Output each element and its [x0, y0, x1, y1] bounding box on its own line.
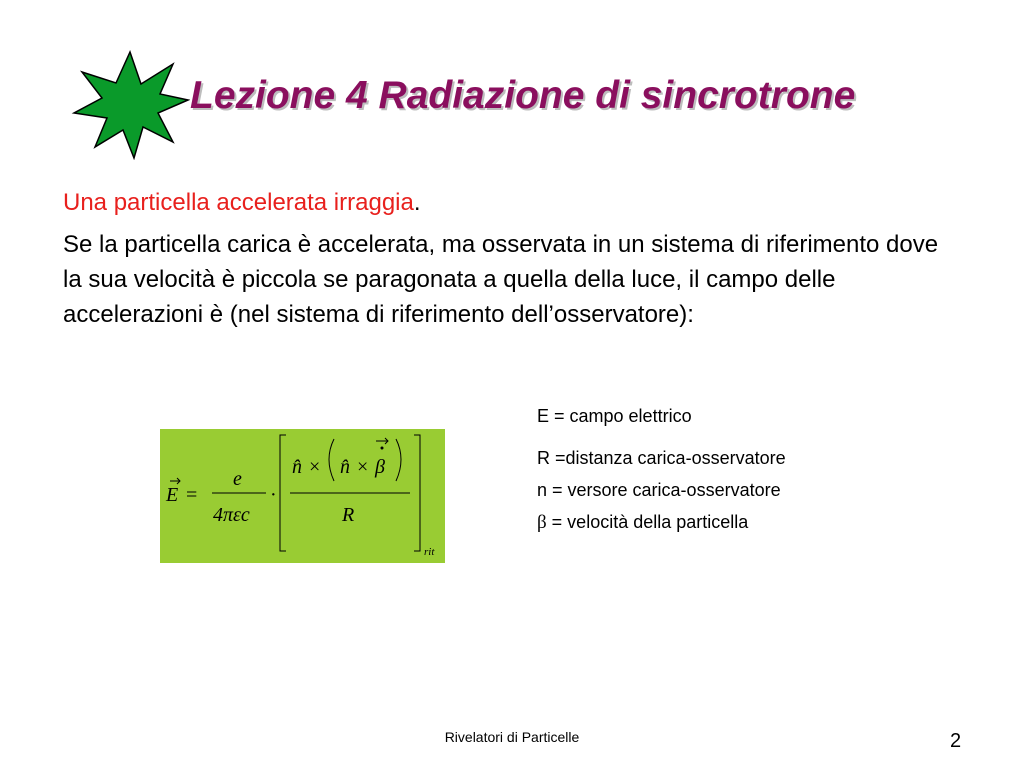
formula-numerator: e [233, 468, 242, 490]
formula-times-2: × [357, 456, 369, 478]
lead-highlight: Una particella accelerata irraggia [63, 189, 414, 216]
legend-beta-symbol: β [537, 512, 547, 533]
lead-sentence [63, 188, 421, 218]
formula-box [160, 429, 445, 563]
slide-title: Lezione 4 Radiazione di sincrotrone [190, 74, 856, 117]
formula-subscript: rit [424, 546, 435, 558]
formula-n-hat-2: n̂ [340, 456, 350, 478]
formula-n-hat-1: n̂ [292, 456, 302, 478]
formula-lhs: E [166, 484, 179, 506]
formula-denominator: 4πεc [213, 504, 250, 526]
formula-equals: = [186, 484, 198, 506]
lead-period: . [413, 189, 421, 216]
body-paragraph: Se la particella carica è accelerata, ma osservata in un sistema di riferimento dove la sua velocità è piccola se paragonata a quella della luce, il campo delle accelerazioni è (nel sistema di riferimento dell’osservatore): [63, 231, 939, 328]
legend-item-n: n = versore carica-osservatore [537, 480, 781, 500]
legend-item-e: E = campo elettrico [537, 406, 692, 426]
formula-times-1: × [309, 456, 321, 478]
page-number: 2 [950, 730, 962, 752]
formula-graphic [160, 429, 445, 563]
starburst-icon [70, 50, 190, 160]
legend-item-beta [537, 510, 807, 535]
formula-R: R [342, 504, 355, 526]
formula-dot: · [270, 484, 277, 506]
formula-beta: β [375, 456, 385, 478]
symbol-legend [537, 404, 807, 553]
footer-text: Rivelatori di Particelle [444, 729, 580, 745]
legend-beta-text: = velocità della particella [546, 512, 749, 532]
legend-item-r: R =distanza carica-osservatore [537, 448, 786, 468]
